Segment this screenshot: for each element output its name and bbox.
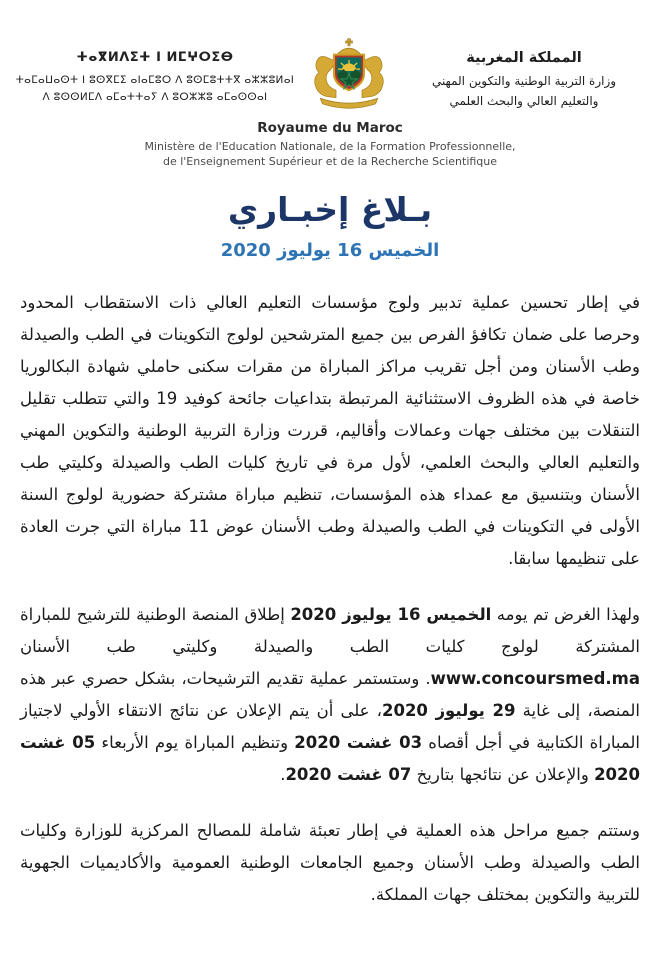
arabic-ministry-block — [402, 38, 646, 111]
arabic-ministry-line1: وزارة التربية الوطنية والتكوين المهني — [431, 74, 617, 88]
arabic-ministry-line2: والتعليم العالي والبحث العلمي — [449, 94, 599, 108]
paragraph-mobilization: وستتم جميع مراحل هذه العملية في إطار تعبئة شاملة للمصالح المركزية للوزارة وكليات الطب والصيدلة وطب الأسنان وجميع الجامعات الوطنية العمومية والأكاديميات الجهوية للتربية والتكوين بمختلف جهات المملكة. — [20, 821, 640, 904]
communique-title: بـلاغ إخبـاري — [227, 190, 433, 229]
french-country-title: Royaume du Maroc — [257, 120, 403, 136]
tifinagh-ministry-line2: ⴷ ⵓⵙⵙⵍⵎⴷ ⴰⵎⴰⵜⵜⴰⵢ ⴷ ⵓⵔⵣⵣⵓ ⴰⵎⴰⵙⵙⴰⵏ — [42, 91, 268, 103]
moroccan-coat-of-arms-icon — [308, 38, 390, 115]
paragraph-context: في إطار تحسين عملية تدبير ولوج مؤسسات التعليم العالي ذات الاستقطاب المحدود وحرصا على ضمان تكافؤ الفرص بين جميع المترشحين لولوج التكوينات في الطب والصيدلة وطب الأسنان ومن أجل تقريب مراكز المباراة من مقرات سكنى حاملي شهادة البكالوريا خاصة في هذه الظروف الاستثنائية المرتبطة بتداعيات جائحة كوفيد 19 والتي تتطلب تقليل التنقلات بين مختلف جهات وعمالات وأقاليم، قررت وزارة التربية الوطنية والتكوين المهني والتعليم العالي والبحث العلمي، لأول مرة في تاريخ كليات الطب والصيدلة وكليتي طب الأسنان وبتنسيق مع عمداء هذه المؤسسات، تنظيم مباراة مشتركة حضورية لولوج السنة الأولى في التكوينات في الطب والصيدلة وطب الأسنان عوض 11 مباراة التي جرت العادة على تنظيمها سابقا. — [20, 293, 641, 568]
french-ministry-line1: Ministère de l'Education Nationale, de la Formation Professionnelle, — [144, 140, 516, 153]
document-header — [0, 0, 660, 115]
communique-body — [0, 287, 660, 911]
french-ministry-line2: de l'Enseignement Supérieur et de la Recherche Scientifique — [162, 154, 498, 168]
tifinagh-ministry-line1: ⵜⴰⵎⴰⵡⴰⵙⵜ ⵏ ⵓⵙⴳⵎⵉ ⴰⵏⴰⵎⵓⵔ ⴷ ⵓⵙⵎⵓⵜⵜⴳ ⴰⵣⵣⵓⵍⴰⵏ — [15, 74, 295, 86]
tifinagh-ministry-block — [14, 38, 296, 106]
lion-right-icon — [362, 56, 383, 97]
communique-date: الخميس 16 يوليوز 2020 — [220, 240, 440, 261]
french-ministry-block — [0, 140, 660, 169]
paragraph-platform-launch: ولهذا الغرض تم يومه الخميس 16 يوليوز 2020 إطلاق المنصة الوطنية للترشيح للمباراة المشتركة لولوج كليات الطب والصيدلة وكليتي طب الأسنان www.concoursmed.ma. وستستمر عملية تقديم الترشيحات، بشكل حصري عبر هذه المنصة، إلى غاية 29 يوليوز 2020، على أن يتم الإعلان عن نتائج الانتقاء الأولي لاجتياز المباراة الكتابية في أجل أقصاه 03 غشت 2020 وتنظيم المباراة يوم الأربعاء 05 غشت 2020 والإعلان عن نتائجها بتاريخ 07 غشت 2020. — [20, 605, 640, 784]
ribbon-icon — [320, 98, 377, 108]
coat-of-arms — [303, 38, 395, 115]
arabic-kingdom-title: المملكة المغربية — [466, 50, 582, 66]
tifinagh-kingdom-title: ⵜⴰⴳⵍⴷⵉⵜ ⵏ ⵍⵎⵖⵔⵉⴱ — [76, 50, 234, 65]
lion-left-icon — [315, 56, 336, 97]
